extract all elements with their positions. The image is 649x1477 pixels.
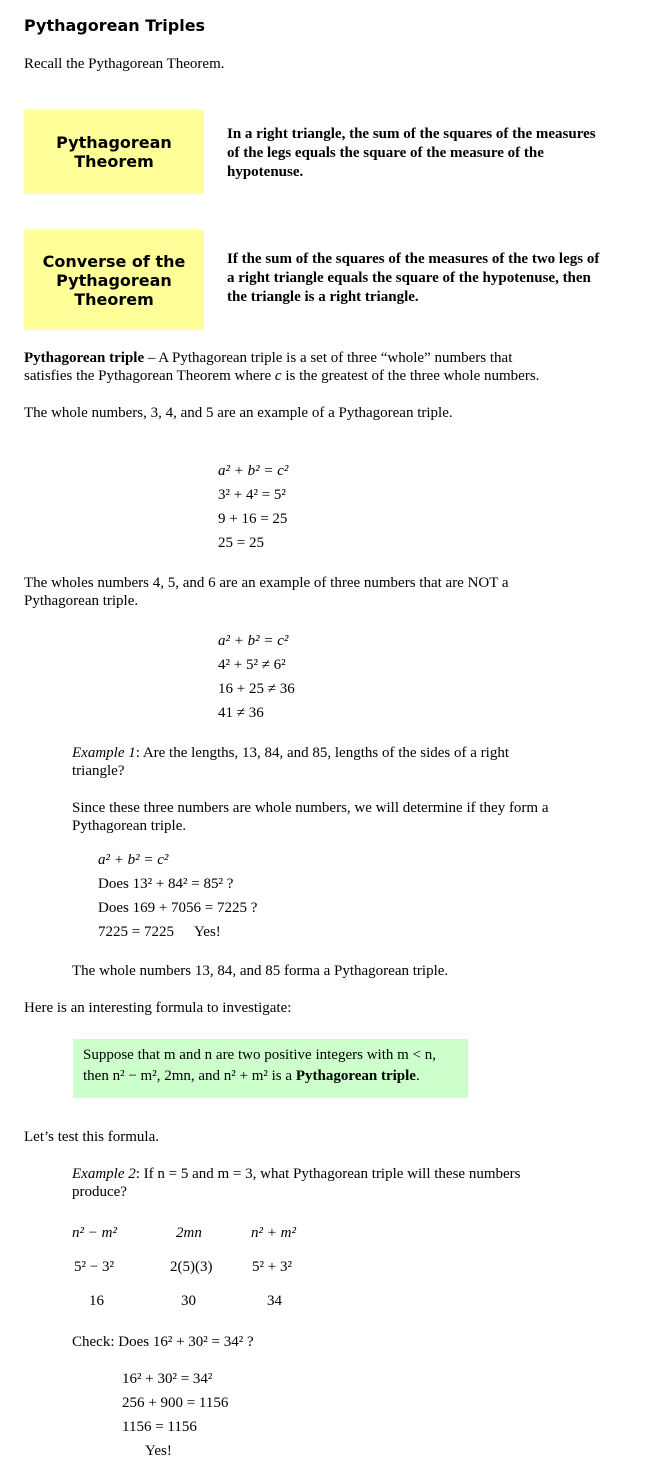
example1-label: Example 1 bbox=[72, 745, 136, 761]
converse-text-line: a right triangle equals the square of the hypotenuse, then bbox=[227, 270, 591, 286]
math-line: 3² + 4² = 5² bbox=[218, 487, 286, 503]
result-col-1: 16 bbox=[89, 1293, 104, 1309]
text-line: Pythagorean triple. bbox=[24, 593, 139, 609]
math-line: 16² + 30² = 34² bbox=[122, 1371, 213, 1387]
converse-text-line: the triangle is a right triangle. bbox=[227, 289, 419, 305]
sub-col-3: 5² + 3² bbox=[252, 1259, 292, 1275]
theorem-label-line: Pythagorean bbox=[56, 133, 172, 152]
converse-label-line: Converse of the bbox=[42, 251, 186, 271]
text-line: Since these three numbers are whole numbers, we will determine if they form a bbox=[72, 800, 549, 816]
math-line: 256 + 900 = 1156 bbox=[122, 1395, 229, 1411]
math-line: a² + b² = c² bbox=[98, 852, 169, 868]
result-col-3: 34 bbox=[267, 1293, 282, 1309]
text-line: triangle? bbox=[72, 763, 125, 779]
header-col-3: n² + m² bbox=[251, 1225, 296, 1241]
math-line: 7225 = 7225 bbox=[98, 924, 174, 940]
formula-term: Pythagorean triple bbox=[295, 1068, 416, 1084]
converse-label-line: Theorem bbox=[74, 289, 154, 309]
example-345-text: The whole numbers, 3, 4, and 5 are an example of a Pythagorean triple. bbox=[24, 405, 453, 421]
formula-text: . bbox=[415, 1068, 420, 1084]
math-line: 1156 = 1156 bbox=[122, 1419, 197, 1435]
example2-question bbox=[72, 1165, 521, 1201]
converse-text-line: If the sum of the squares of the measures of the two legs of bbox=[227, 251, 600, 267]
intro-text: Recall the Pythagorean Theorem. bbox=[24, 56, 225, 72]
example1-math bbox=[98, 848, 257, 944]
page-title: Pythagorean Triples bbox=[24, 16, 206, 35]
example-345-math bbox=[218, 459, 288, 555]
example2-math bbox=[122, 1367, 228, 1463]
result-col-2: 30 bbox=[181, 1293, 196, 1309]
example2-lead: Let’s test this formula. bbox=[24, 1129, 159, 1145]
header-col-1: n² − m² bbox=[72, 1225, 117, 1241]
example1-question bbox=[72, 744, 509, 780]
theorem-text-line: of the legs equals the square of the measure of the bbox=[227, 145, 544, 161]
header-col-2: 2mn bbox=[176, 1225, 202, 1241]
theorem-text-line: hypotenuse. bbox=[227, 164, 304, 180]
definition-text: is the greatest of the three whole numbers. bbox=[281, 368, 540, 384]
converse-label-line: Pythagorean bbox=[56, 270, 172, 290]
math-line: a² + b² = c² bbox=[218, 633, 289, 649]
formula-intro: Here is an interesting formula to investigate: bbox=[24, 1000, 292, 1016]
converse-label-box bbox=[24, 230, 204, 330]
example1-since bbox=[72, 799, 549, 835]
theorem-text-line: In a right triangle, the sum of the squares of the measures bbox=[227, 126, 596, 142]
example1-conclusion: The whole numbers 13, 84, and 85 forma a Pythagorean triple. bbox=[72, 963, 449, 979]
theorem-label-line: Theorem bbox=[74, 152, 154, 171]
definition-var: c bbox=[274, 368, 282, 384]
example-456-text bbox=[24, 574, 509, 610]
formula-line: Suppose that m and n are two positive integers with m < n, bbox=[83, 1047, 436, 1063]
definition bbox=[24, 349, 539, 385]
sub-col-2: 2(5)(3) bbox=[170, 1259, 213, 1275]
text-line: Pythagorean triple. bbox=[72, 818, 187, 834]
text-line: produce? bbox=[72, 1184, 127, 1200]
example2-check: Check: Does 16² + 30² = 34² ? bbox=[72, 1334, 254, 1350]
math-line: Does 169 + 7056 = 7225 ? bbox=[98, 900, 258, 916]
yes-label: Yes! bbox=[193, 924, 221, 940]
yes-label: Yes! bbox=[145, 1443, 172, 1459]
math-line: Does 13² + 84² = 85² ? bbox=[98, 876, 234, 892]
text: : If n = 5 and m = 3, what Pythagorean triple will these numbers bbox=[135, 1166, 521, 1182]
sub-col-1: 5² − 3² bbox=[74, 1259, 114, 1275]
math-line: a² + b² = c² bbox=[218, 463, 289, 479]
math-line: 4² + 5² ≠ 6² bbox=[218, 657, 286, 673]
math-line: 41 ≠ 36 bbox=[218, 705, 264, 721]
theorem-label-box bbox=[24, 110, 204, 194]
math-line: 16 + 25 ≠ 36 bbox=[218, 681, 295, 697]
theorem-statement bbox=[227, 125, 596, 182]
math-line: 9 + 16 = 25 bbox=[218, 511, 288, 527]
math-line: 25 = 25 bbox=[218, 535, 264, 551]
definition-text: satisfies the Pythagorean Theorem where bbox=[24, 368, 275, 384]
text-line: The wholes numbers 4, 5, and 6 are an example of three numbers that are NOT a bbox=[24, 575, 509, 591]
formula-box bbox=[73, 1039, 468, 1098]
example-456-math bbox=[218, 629, 295, 725]
definition-text: – A Pythagorean triple is a set of three “whole” numbers that bbox=[144, 350, 513, 366]
formula-text: then n² − m², 2mn, and n² + m² is a bbox=[83, 1068, 296, 1084]
example2-label: Example 2 bbox=[72, 1166, 136, 1182]
text: : Are the lengths, 13, 84, and 85, lengths of the sides of a right bbox=[135, 745, 510, 761]
definition-term: Pythagorean triple bbox=[24, 350, 145, 366]
converse-statement bbox=[227, 250, 599, 307]
